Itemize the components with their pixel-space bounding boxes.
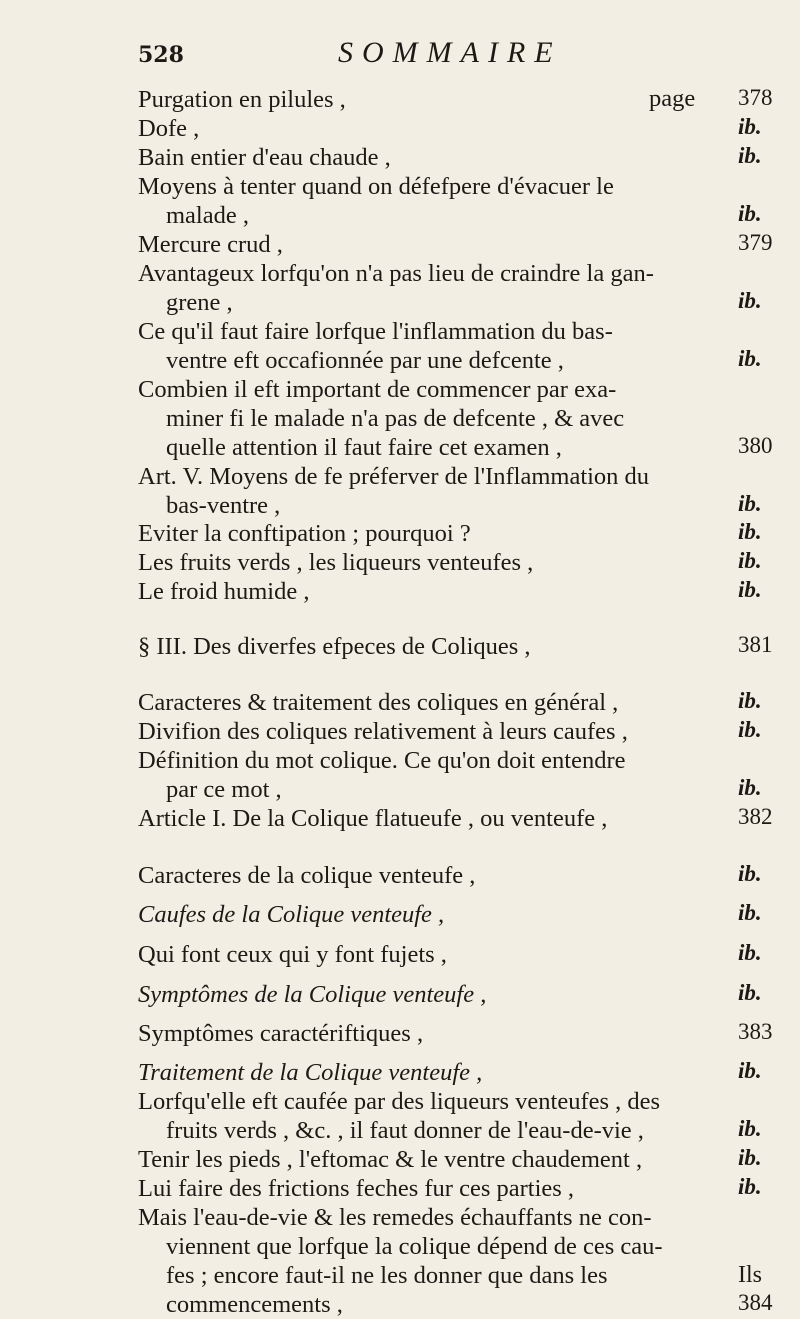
page-reference: ib. — [738, 1174, 762, 1199]
page-reference: 380 — [738, 433, 773, 458]
contents-entry — [138, 317, 713, 375]
contents-entry — [138, 172, 713, 230]
page-label: page — [649, 85, 696, 112]
contents-entry — [138, 1019, 713, 1048]
contents-entry — [138, 577, 713, 606]
contents-entry — [138, 462, 713, 520]
entry-line: Purgation en pilules , — [138, 86, 346, 113]
entry-line: fes ; encore faut-il ne les donner que dans les — [166, 1262, 608, 1289]
page-header — [138, 36, 798, 76]
entry-line: Combien il eft important de commencer par exa- — [138, 376, 617, 403]
page-reference: ib. — [738, 201, 762, 226]
contents-entry — [138, 980, 713, 1009]
contents-entry — [138, 230, 713, 259]
page-reference: ib. — [738, 717, 762, 742]
contents-entry — [138, 940, 713, 969]
entry-line: Art. V. Moyens de fe préferver de l'Inflammation du — [138, 463, 650, 490]
entry-line: Dofe , — [138, 115, 200, 142]
page-reference: ib. — [738, 288, 762, 313]
contents-entry — [138, 1058, 713, 1087]
entry-line: bas-ventre , — [166, 492, 281, 519]
page-reference: ib. — [738, 1116, 762, 1141]
entry-line: Avantageux lorfqu'on n'a pas lieu de craindre la gan- — [138, 260, 654, 287]
contents-entry — [138, 861, 713, 890]
contents-entry — [138, 1203, 713, 1319]
entry-line: Eviter la conftipation ; pourquoi ? — [138, 520, 471, 547]
page-reference: ib. — [738, 1058, 762, 1083]
page-reference: 381 — [738, 632, 773, 657]
contents-entry — [138, 1145, 713, 1174]
contents-entry — [138, 632, 713, 661]
page-number: 528 — [138, 42, 184, 68]
page-reference: 384 — [738, 1290, 773, 1315]
contents-entry — [138, 519, 713, 548]
contents-entry — [138, 804, 713, 833]
entry-line: par ce mot , — [166, 776, 282, 803]
entry-line: Ce qu'il faut faire lorfque l'inflammation du bas- — [138, 318, 613, 345]
entry-line: viennent que lorfque la colique dépend de ces cau- — [166, 1233, 663, 1260]
entry-line: Divifion des coliques relativement à leurs caufes , — [138, 718, 628, 745]
entry-line: Lui faire des frictions feches fur ces parties , — [138, 1175, 575, 1202]
page-reference: ib. — [738, 491, 762, 516]
page-reference: ib. — [738, 1145, 762, 1170]
contents-entry — [138, 900, 713, 929]
contents-entry — [138, 143, 713, 172]
entry-line: Caracteres & traitement des coliques en général , — [138, 689, 619, 716]
entry-line: Article I. De la Colique flatueufe , ou venteufe , — [138, 805, 608, 832]
contents-entry — [138, 746, 713, 804]
entry-line: Traitement de la Colique venteufe , — [138, 1059, 483, 1086]
page-reference: ib. — [738, 940, 762, 965]
entry-line: Caracteres de la colique venteufe , — [138, 862, 476, 889]
contents-entry — [138, 375, 713, 462]
page-reference: ib. — [738, 775, 762, 800]
entry-line: Caufes de la Colique venteufe , — [138, 901, 445, 928]
entry-line: fruits verds , &c. , il faut donner de l'eau-de-vie , — [166, 1117, 644, 1144]
entry-line: Les fruits verds , les liqueurs venteufes , — [138, 549, 534, 576]
page-reference: 379 — [738, 230, 773, 255]
contents-entry — [138, 1174, 713, 1203]
entry-line: miner fi le malade n'a pas de defcente , & avec — [166, 405, 625, 432]
entry-line: Symptômes de la Colique venteufe , — [138, 981, 487, 1008]
entry-line: Tenir les pieds , l'eftomac & le ventre chaudement , — [138, 1146, 643, 1173]
running-title: SOMMAIRE — [338, 36, 562, 69]
entry-line: quelle attention il faut faire cet examen , — [166, 434, 562, 461]
entry-line: Mercure crud , — [138, 231, 283, 258]
entry-line: commencements , — [166, 1291, 343, 1318]
page-reference: ib. — [738, 114, 762, 139]
contents-entry — [138, 717, 713, 746]
contents-entry — [138, 688, 713, 717]
page-reference: ib. — [738, 861, 762, 886]
page-reference: ib. — [738, 548, 762, 573]
entry-line: Le froid humide , — [138, 578, 310, 605]
entry-line: grene , — [166, 289, 233, 316]
catchword: Ils — [738, 1262, 762, 1288]
contents-entry — [138, 85, 713, 114]
page-reference: ib. — [738, 519, 762, 544]
page-reference: ib. — [738, 688, 762, 713]
entry-line: Moyens à tenter quand on défefpere d'évacuer le — [138, 173, 614, 200]
contents-entry — [138, 548, 713, 577]
contents-entry — [138, 114, 713, 143]
page-reference: 378 — [738, 85, 773, 110]
page-reference: 383 — [738, 1019, 773, 1044]
entry-line: Bain entier d'eau chaude , — [138, 144, 391, 171]
entry-line: ventre eft occafionnée par une defcente , — [166, 347, 564, 374]
page-reference: ib. — [738, 980, 762, 1005]
entry-line: Qui font ceux qui y font fujets , — [138, 941, 447, 968]
contents-entry — [138, 1087, 713, 1145]
page-reference: 382 — [738, 804, 773, 829]
entry-line: Définition du mot colique. Ce qu'on doit entendre — [138, 747, 626, 774]
entry-line: malade , — [166, 202, 249, 229]
entry-line: Symptômes caractériftiques , — [138, 1020, 424, 1047]
contents-entry — [138, 259, 713, 317]
page-reference: ib. — [738, 346, 762, 371]
page-reference: ib. — [738, 143, 762, 168]
entry-line: Lorfqu'elle eft caufée par des liqueurs venteufes , des — [138, 1088, 661, 1115]
page-reference: ib. — [738, 577, 762, 602]
entry-line: Mais l'eau-de-vie & les remedes échauffants ne con- — [138, 1204, 652, 1231]
page-reference: ib. — [738, 900, 762, 925]
entry-line: § III. Des diverfes efpeces de Coliques , — [138, 633, 531, 660]
